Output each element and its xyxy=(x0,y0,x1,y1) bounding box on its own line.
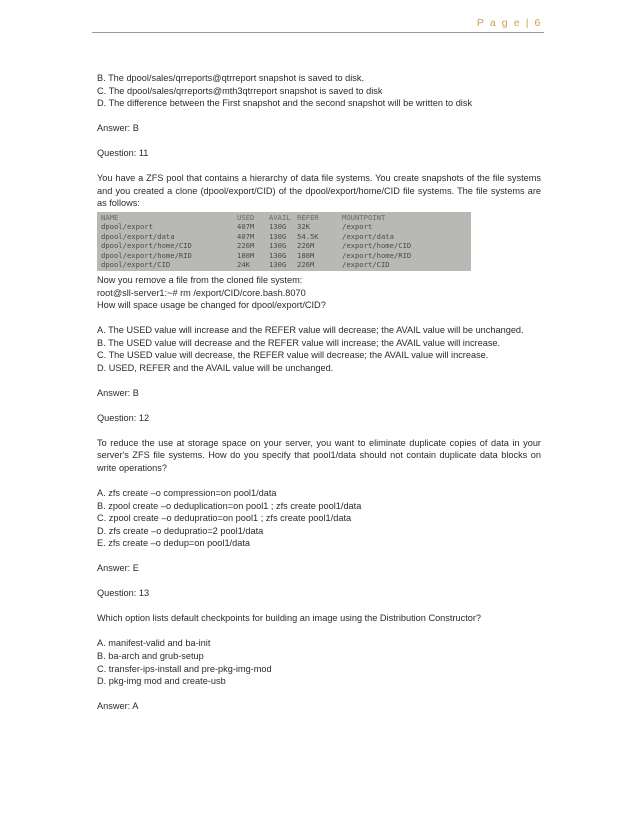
cell-used: 407M xyxy=(237,222,255,232)
table-row xyxy=(101,222,467,231)
cell-used: 180M xyxy=(237,250,255,260)
q13-answer: Answer: A xyxy=(97,701,139,712)
page-number: P a g e | 6 xyxy=(476,17,542,29)
table-row xyxy=(101,260,467,269)
q12-option-a: A. zfs create –o compression=on pool1/data xyxy=(97,488,277,498)
q13-option-b: B. ba-arch and grub-setup xyxy=(97,650,204,661)
q13-option-a: A. manifest-valid and ba-init xyxy=(97,638,211,649)
q10-option-c: C. The dpool/sales/qrreports@mth3qtrreport snapshot is saved to disk xyxy=(97,85,383,96)
col-used: USED xyxy=(237,212,255,222)
q11-context-line: Now you remove a file from the cloned file system: xyxy=(97,274,303,285)
q10-option-d: D. The difference between the First snapshot and the second snapshot will be written to disk xyxy=(97,98,473,109)
cell-name: dpool/export xyxy=(101,222,153,232)
q11-question-line: How will space usage be changed for dpool/export/CID? xyxy=(97,300,326,311)
q11-option-a: A. The USED value will increase and the REFER value will decrease; the AVAIL value will be unchanged. xyxy=(97,325,524,336)
cell-refer: 180M xyxy=(297,250,315,260)
col-name: NAME xyxy=(101,212,119,222)
cell-mountpoint: /export/CID xyxy=(342,259,390,269)
q11-title: Question: 11 xyxy=(97,148,149,159)
cell-used: 226M xyxy=(237,241,255,251)
cell-name: dpool/export/home/RID xyxy=(101,250,192,260)
q11-option-c: C. The USED value will decrease, the REFER value will decrease; the AVAIL value will increase. xyxy=(97,350,489,361)
cell-name: dpool/export/data xyxy=(101,231,175,241)
q11-command-line: root@sll-server1:~# rm /export/CID/core.bash.8070 xyxy=(97,287,306,298)
cell-name: dpool/export/home/CID xyxy=(101,241,192,251)
q13-option-c: C. transfer-ips-install and pre-pkg-img-mod xyxy=(97,663,272,674)
cell-mountpoint: /export/home/RID xyxy=(342,250,412,260)
cell-avail: 130G xyxy=(269,259,287,269)
document-body xyxy=(97,72,541,713)
table-row xyxy=(101,232,467,241)
cell-avail: 130G xyxy=(269,222,287,232)
cell-used: 407M xyxy=(237,231,255,241)
col-avail: AVAIL xyxy=(269,212,291,222)
cell-name: dpool/export/CID xyxy=(101,259,171,269)
q11-question-text: You have a ZFS pool that contains a hierarchy of data file systems. You create snapshots of the file systems and you created a clone (dpool/export/CID) of the dpool/export/home/CID file systems. The file systems are as follows: xyxy=(97,173,541,209)
table-row xyxy=(101,251,467,260)
table-row xyxy=(101,241,467,250)
q11-option-b: B. The USED value will decrease and the REFER value will increase; the AVAIL value will increase. xyxy=(97,337,501,348)
cell-mountpoint: /export xyxy=(342,222,373,232)
cell-used: 24K xyxy=(237,259,250,269)
q12-option-e: E. zfs create –o dedup=on pool1/data xyxy=(97,538,250,549)
col-refer: REFER xyxy=(297,212,319,222)
cell-avail: 130G xyxy=(269,241,287,251)
cell-refer: 54.5K xyxy=(297,231,319,241)
cell-refer: 226M xyxy=(297,259,315,269)
cell-avail: 130G xyxy=(269,250,287,260)
q12-title: Question: 12 xyxy=(97,412,150,423)
q12-option-d: D. zfs create –o dedupratio=2 pool1/data xyxy=(97,525,264,536)
cell-mountpoint: /export/data xyxy=(342,231,394,241)
cell-refer: 226M xyxy=(297,241,315,251)
q13-question-text: Which option lists default checkpoints for building an image using the Distribution Constructor? xyxy=(97,613,482,624)
q11-answer: Answer: B xyxy=(97,387,139,398)
col-mountpoint: MOUNTPOINT xyxy=(342,212,386,222)
zfs-list-screenshot xyxy=(97,212,471,271)
q10-answer: Answer: B xyxy=(97,123,139,134)
q12-question-text: To reduce the use at storage space on your server, you want to eliminate duplicate copies of data in your server's ZFS file systems. How do you specify that pool1/data should not contain duplicate data blocks on write operations? xyxy=(97,437,541,474)
q12-answer: Answer: E xyxy=(97,563,139,574)
header-divider xyxy=(92,32,544,33)
q12-option-b: B. zpool create –o deduplication=on pool1 ; zfs create pool1/data xyxy=(97,500,362,511)
zfs-table-header xyxy=(101,213,467,222)
cell-mountpoint: /export/home/CID xyxy=(342,241,412,251)
q11-option-d: D. USED, REFER and the AVAIL value will be unchanged. xyxy=(97,362,334,373)
q10-option-b: B. The dpool/sales/qrreports@qtrreport snapshot is saved to disk. xyxy=(97,73,365,83)
cell-refer: 32K xyxy=(297,222,310,232)
q13-option-d: D. pkg-img mod and create-usb xyxy=(97,676,226,687)
q12-option-c: C. zpool create –o dedupratio=on pool1 ; zfs create pool1/data xyxy=(97,513,352,524)
q13-title: Question: 13 xyxy=(97,588,150,599)
cell-avail: 130G xyxy=(269,231,287,241)
